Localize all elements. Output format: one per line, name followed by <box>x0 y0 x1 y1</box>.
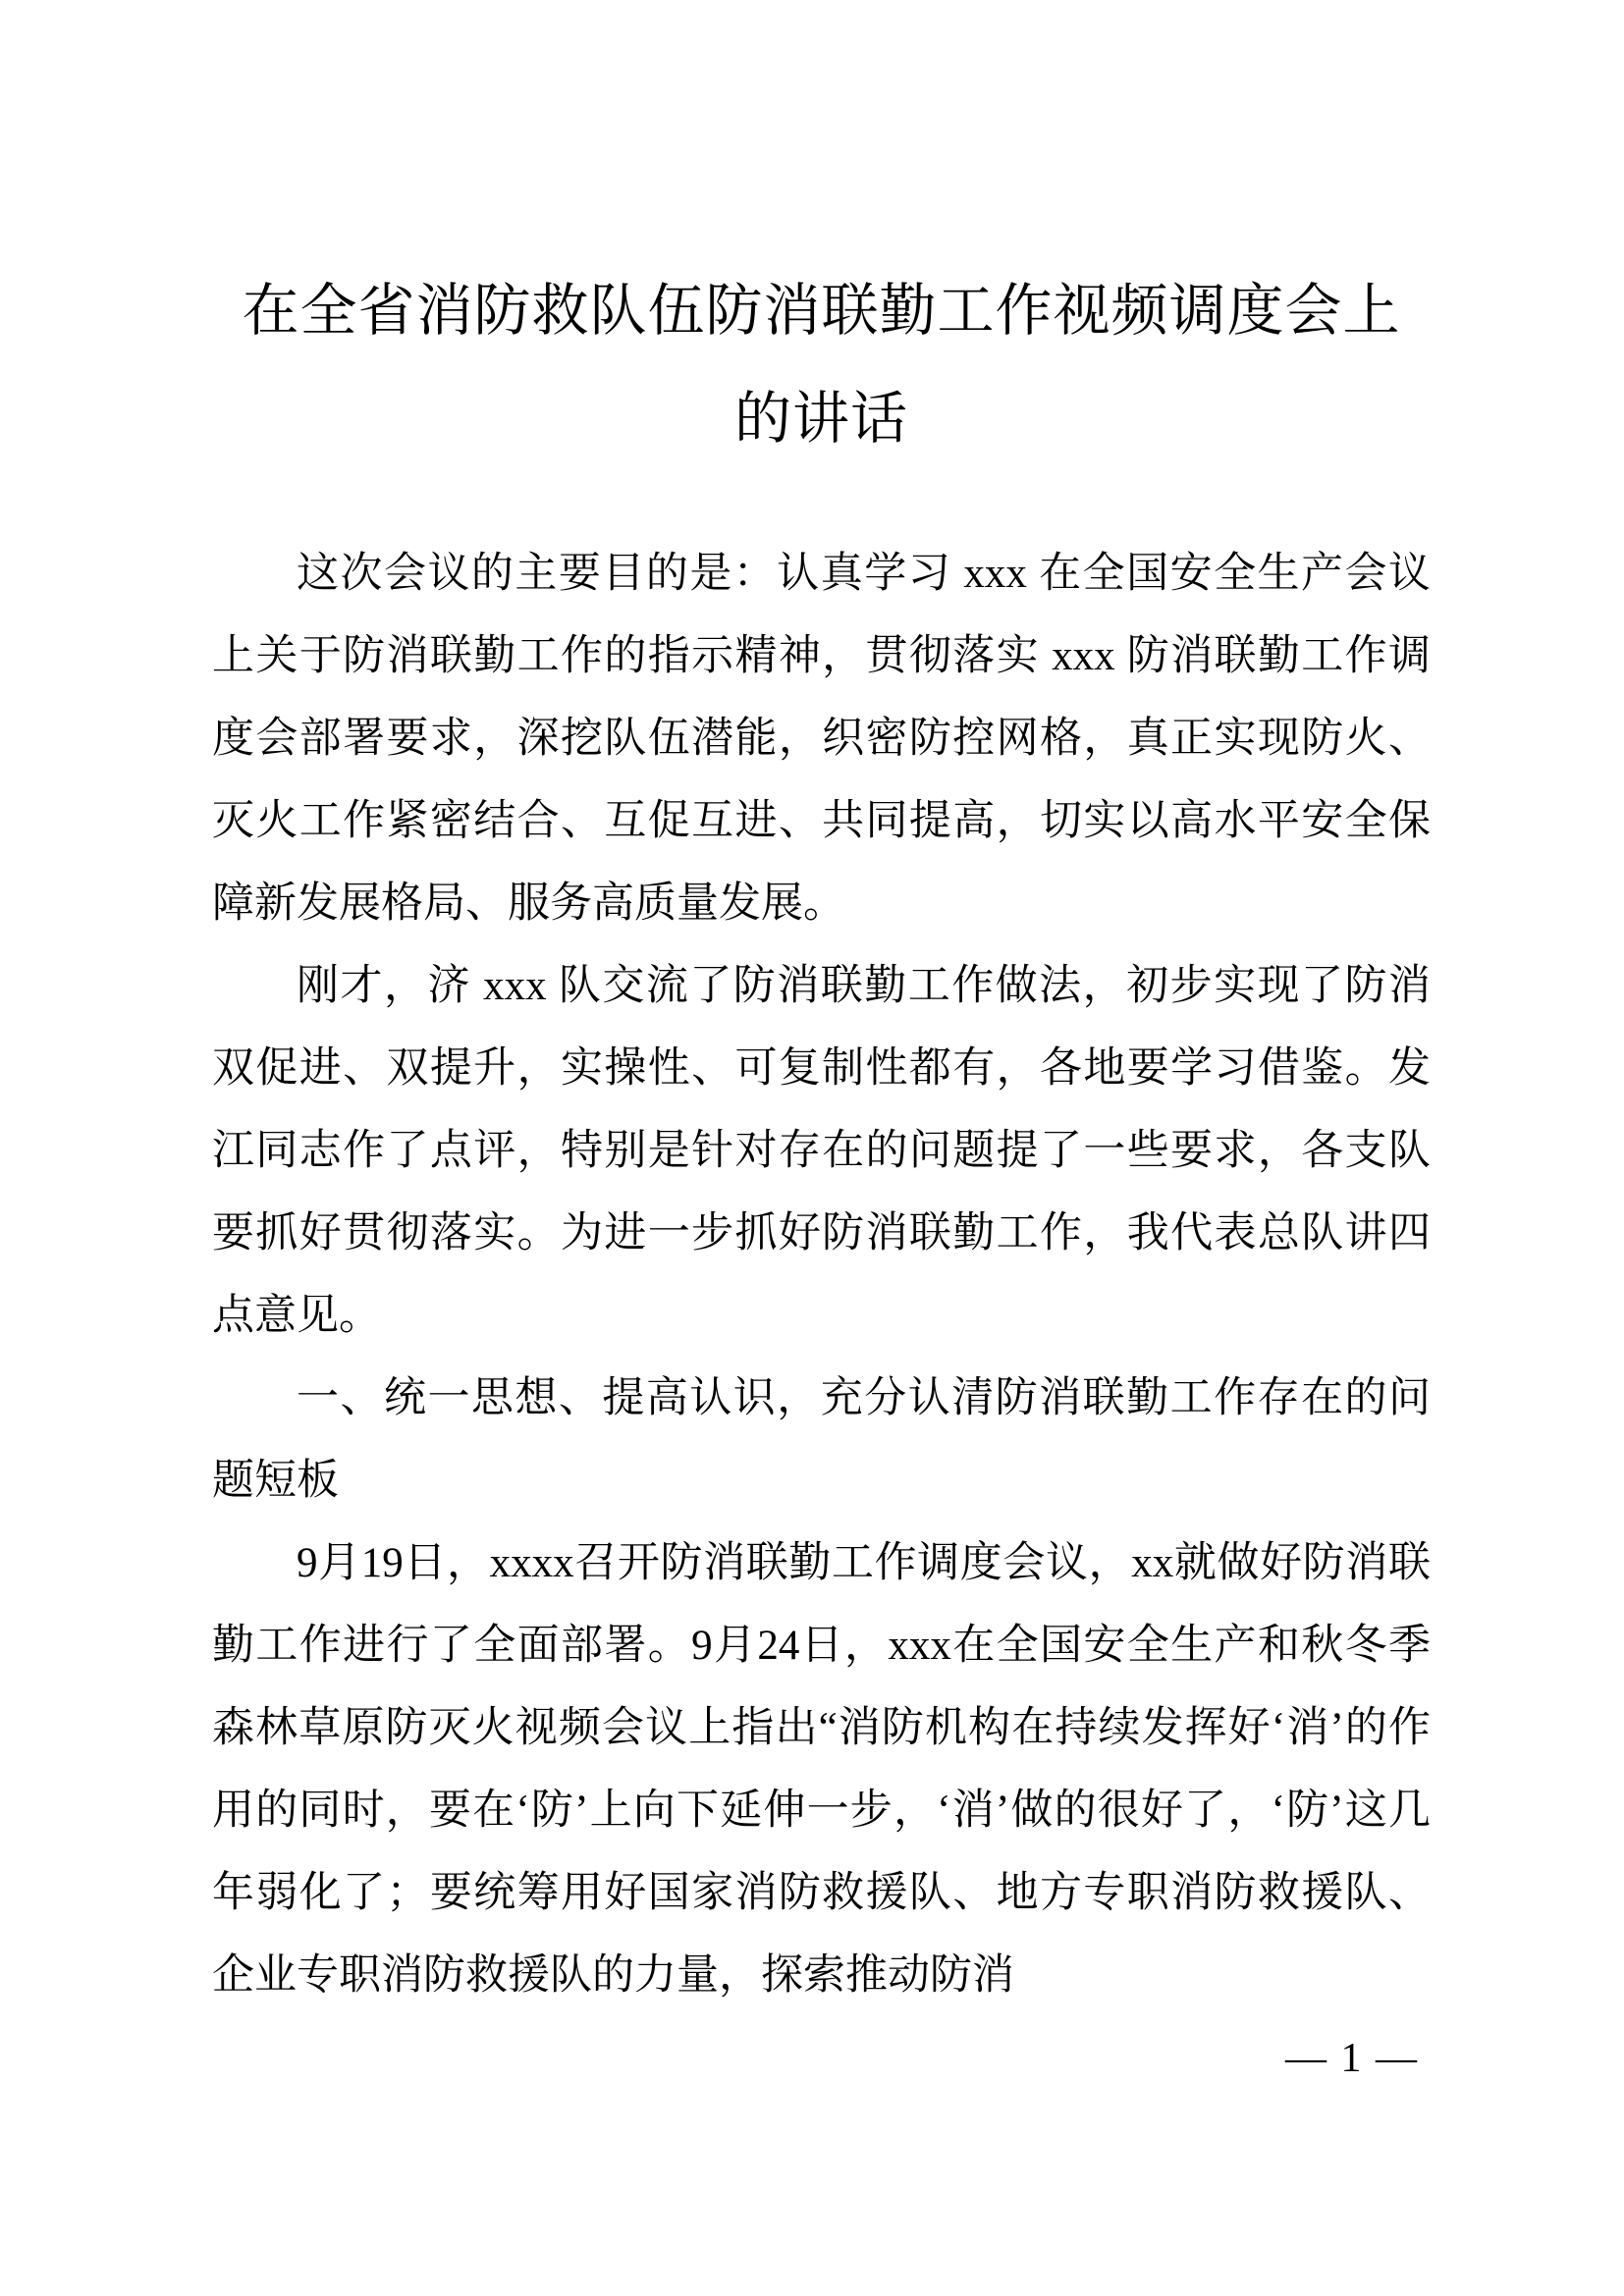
document-body <box>212 533 1431 2017</box>
page-number: — 1 — <box>1285 2036 1419 2081</box>
paragraph-section-1-content: 9月19日，xxxx召开防消联勤工作调度会议，xx就做好防消联勤工作进行了全面部署。9月24日，xxx在全国安全生产和秋冬季森林草原防灭火视频会议上指出“消防机构在持续发挥好‘消’的作用的同时，要在‘防’上向下延伸一步，‘消’做的很好了，‘防’这几年弱化了；要统筹用好国家消防救援队、地方专职消防救援队、企业专职消防救援队的力量，探索推动防消 <box>212 1540 1431 1999</box>
document-title-line-2: 的讲话 <box>733 387 908 451</box>
document-title <box>212 257 1431 473</box>
paragraph-meeting-purpose: 这次会议的主要目的是：认真学习 xxx 在全国安全生产会议上关于防消联勤工作的指示精神，贯彻落实 xxx 防消联勤工作调度会部署要求，深挖队伍潜能，织密防控网格，真正实现防火、灭火工作紧密结合、互促互进、共同提高，切实以高水平安全保障新发展格局、服务高质量发展。 <box>212 551 1431 927</box>
paragraph-exchange-review: 刚才，济 xxx 队交流了防消联勤工作做法，初步实现了防消双促进、双提升，实操性、可复制性都有，各地要学习借鉴。发江同志作了点评，特别是针对存在的问题提了一些要求，各支队要抓好贯彻落实。为进一步抓好防消联勤工作，我代表总队讲四点意见。 <box>212 963 1431 1339</box>
document-title-line-1: 在全省消防救队伍防消联勤工作视频调度会上 <box>242 279 1401 343</box>
section-heading-1: 一、统一思想、提高认识，充分认清防消联勤工作存在的问题短板 <box>212 1375 1431 1504</box>
